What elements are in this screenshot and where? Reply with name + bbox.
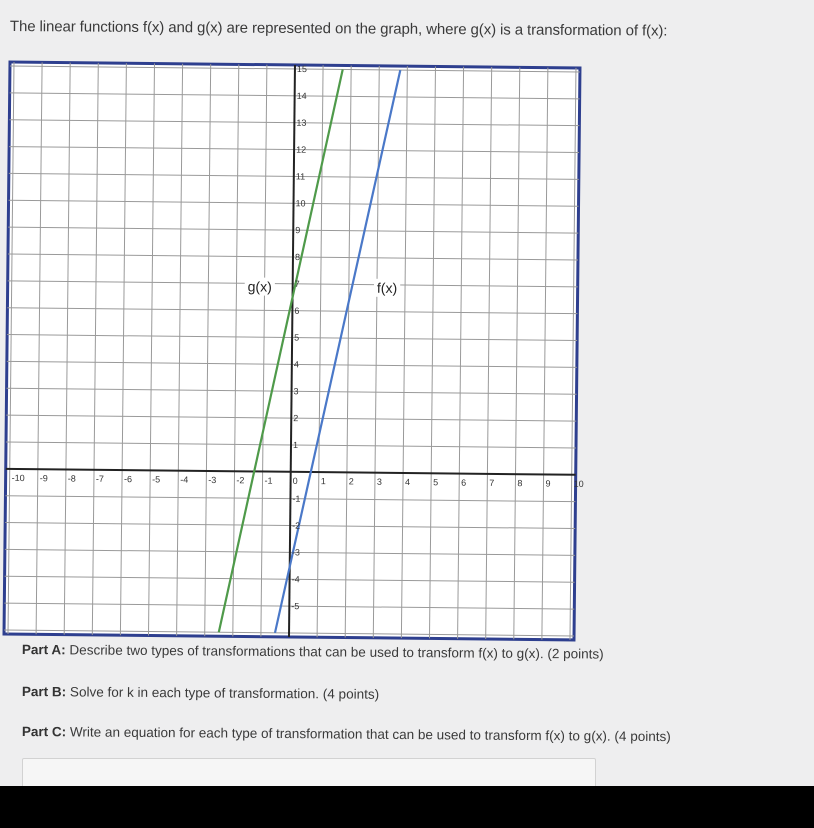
y-tick-label: -4 [291,574,300,585]
x-tick-label: 0 [292,475,298,486]
part-a-text: Describe two types of transformations that can be used to transform f(x) to g(x). (2 points) [69,642,604,662]
part-c-text: Write an equation for each type of transformation that can be used to transform f(x) to g(x). (4 points) [69,724,671,745]
y-tick-label: 15 [296,64,308,75]
series-label-g: g(x) [247,278,272,295]
x-tick-label: 1 [320,476,326,487]
x-tick-label: -4 [180,474,189,485]
x-tick-label: -6 [123,474,133,485]
part-a [22,642,604,662]
series-label-f: f(x) [376,279,398,296]
x-tick-label: -8 [67,473,76,484]
y-tick-label: 14 [296,90,307,101]
part-b [22,684,379,702]
y-tick-label: 8 [294,251,301,263]
y-tick-label: 3 [293,386,299,397]
x-tick-label: 6 [461,477,467,488]
y-tick-label: -3 [291,547,300,558]
x-tick-label: 5 [433,477,439,488]
y-tick-label: 11 [295,171,306,182]
y-tick-label: -2 [292,520,301,531]
x-tick-label: 7 [489,477,495,488]
bottom-bar [0,786,814,828]
y-tick-label: 12 [296,144,307,155]
coordinate-graph [4,62,584,640]
x-tick-label: -7 [95,473,105,484]
y-tick-label: 6 [294,305,300,316]
part-b-label: Part B: [21,684,67,700]
y-tick-label: 9 [295,225,301,236]
part-b-text: Solve for k in each type of transformation. (4 points) [69,684,380,702]
y-tick-label: -1 [292,493,301,504]
x-tick-label: 2 [348,476,354,487]
x-tick-label: 10 [573,478,584,489]
x-tick-label: 8 [517,478,523,489]
y-tick-label: 7 [294,278,300,289]
x-tick-label: 9 [545,478,551,489]
x-tick-label: 4 [404,477,411,488]
y-tick-label: 1 [292,439,299,451]
y-tick-label: -5 [291,601,300,612]
x-tick-label: -3 [208,474,217,486]
x-tick-label: 3 [376,476,382,487]
y-tick-label: 5 [294,332,300,343]
x-tick-label: -9 [39,473,48,484]
part-c-label: Part C: [21,724,67,740]
x-tick-label: -5 [152,474,161,485]
y-tick-label: 2 [293,413,299,424]
x-tick-label: -1 [264,475,273,486]
y-tick-label: 4 [293,359,299,370]
part-a-label: Part A: [21,642,66,658]
question-text: The linear functions f(x) and g(x) are represented on the graph, where g(x) is a transformation of f(x): [9,18,668,40]
y-tick-label: 10 [295,198,306,209]
part-c [22,724,671,744]
y-tick-label: 13 [296,117,307,128]
x-tick-label: -2 [236,475,245,486]
x-tick-label: -10 [11,472,25,484]
